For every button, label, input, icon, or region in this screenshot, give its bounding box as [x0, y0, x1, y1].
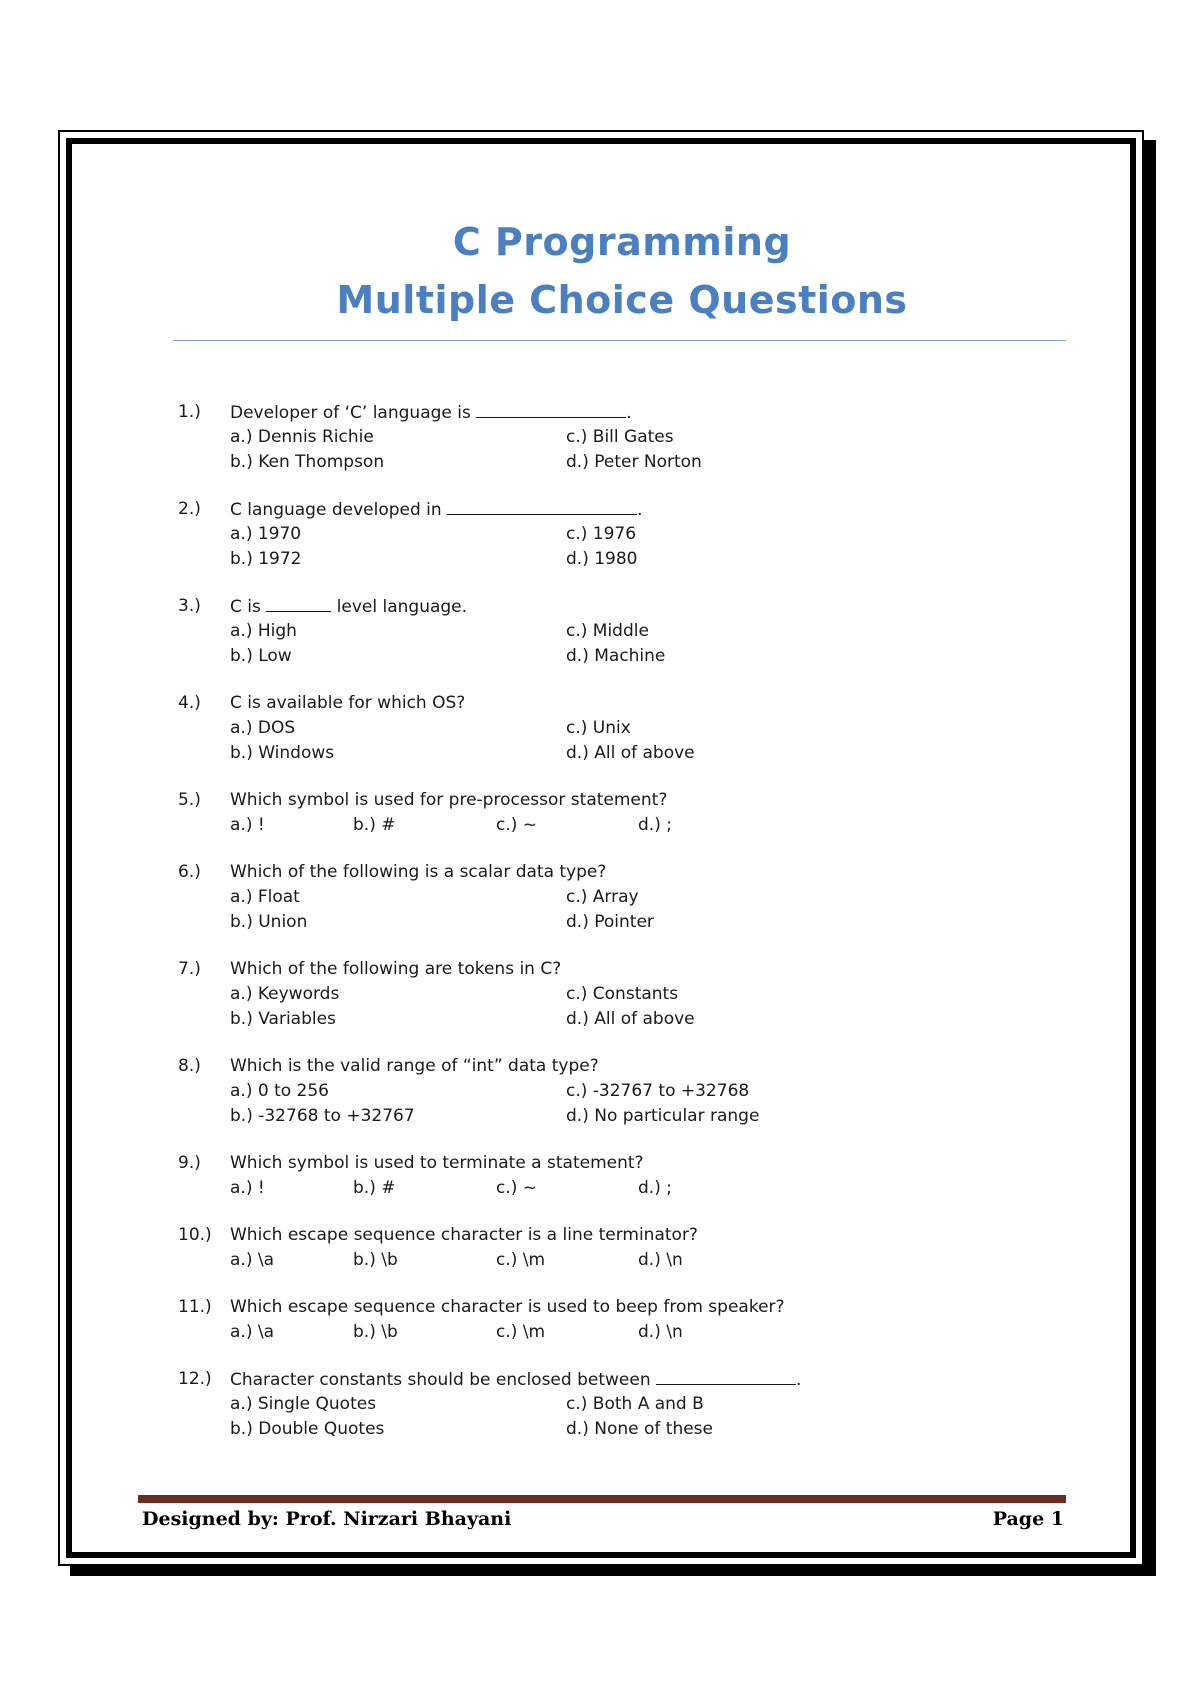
answer-option-a: a.) High	[230, 621, 297, 641]
question-item	[178, 1151, 1058, 1201]
question-prompt-end: level language.	[331, 597, 468, 617]
title-divider	[173, 340, 1066, 341]
answer-option: b.) #	[353, 815, 396, 835]
question-prompt: Which escape sequence character is a line terminator?	[230, 1225, 698, 1245]
question-text	[230, 860, 606, 885]
question-number: 8.)	[178, 1056, 201, 1076]
answer-option-a: a.) Float	[230, 887, 300, 907]
answer-option-a: a.) DOS	[230, 718, 296, 738]
question-item	[178, 1295, 1058, 1345]
question-number: 4.)	[178, 693, 201, 713]
answer-option: d.) ;	[638, 1178, 672, 1198]
question-text	[230, 400, 632, 426]
question-number: 11.)	[178, 1297, 212, 1317]
question-prompt: C language developed in	[230, 500, 448, 520]
answer-option: a.) !	[230, 1178, 265, 1198]
question-prompt-end: .	[637, 500, 643, 520]
question-text	[230, 1295, 785, 1320]
answer-blank	[656, 1367, 796, 1385]
answer-option-b: b.) Variables	[230, 1009, 336, 1029]
answer-option: b.) \b	[353, 1322, 398, 1342]
answer-blank	[266, 594, 331, 612]
answer-option-b: b.) 1972	[230, 549, 302, 569]
question-item	[178, 957, 1058, 1032]
answer-option-d: d.) Peter Norton	[566, 452, 702, 472]
answer-option: a.) \a	[230, 1250, 275, 1270]
answer-option-b: b.) Double Quotes	[230, 1419, 385, 1439]
question-list	[178, 400, 1058, 1464]
question-number: 2.)	[178, 499, 201, 519]
document-subtitle: Multiple Choice Questions	[336, 278, 908, 322]
question-prompt: C is available for which OS?	[230, 693, 466, 713]
answer-option-b: b.) -32768 to +32767	[230, 1106, 415, 1126]
answer-option: d.) \n	[638, 1250, 683, 1270]
answer-option-d: d.) All of above	[566, 743, 695, 763]
answer-option-a: a.) Keywords	[230, 984, 340, 1004]
question-item	[178, 691, 1058, 766]
footer-divider	[138, 1495, 1066, 1503]
answer-option-c: c.) Both A and B	[566, 1394, 704, 1414]
question-text	[230, 1223, 698, 1248]
footer-designer: Designed by: Prof. Nirzari Bhayani	[142, 1508, 512, 1530]
question-prompt: Which of the following are tokens in C?	[230, 959, 562, 979]
question-number: 6.)	[178, 862, 201, 882]
answer-option-c: c.) Middle	[566, 621, 649, 641]
question-item	[178, 594, 1058, 669]
answer-option: d.) \n	[638, 1322, 683, 1342]
answer-option: c.) ~	[496, 815, 538, 835]
answer-option-b: b.) Low	[230, 646, 292, 666]
question-text	[230, 497, 642, 523]
answer-option-a: a.) 1970	[230, 524, 302, 544]
question-number: 3.)	[178, 596, 201, 616]
answer-option: c.) \m	[496, 1322, 546, 1342]
answer-option-a: a.) Dennis Richie	[230, 427, 374, 447]
answer-option: d.) ;	[638, 815, 672, 835]
question-text	[230, 691, 465, 716]
answer-option: b.) \b	[353, 1250, 398, 1270]
answer-option: c.) ~	[496, 1178, 538, 1198]
question-prompt-end: .	[626, 403, 632, 423]
question-text	[230, 1054, 599, 1079]
question-number: 12.)	[178, 1369, 212, 1389]
answer-option-b: b.) Windows	[230, 743, 335, 763]
answer-option-b: b.) Union	[230, 912, 308, 932]
answer-option-b: b.) Ken Thompson	[230, 452, 385, 472]
question-item	[178, 1054, 1058, 1129]
question-item	[178, 400, 1058, 475]
question-number: 10.)	[178, 1225, 212, 1245]
answer-option-c: c.) Unix	[566, 718, 631, 738]
question-prompt: C is	[230, 597, 267, 617]
answer-blank	[476, 400, 626, 418]
answer-option: b.) #	[353, 1178, 396, 1198]
answer-option-c: c.) Array	[566, 887, 639, 907]
question-number: 9.)	[178, 1153, 201, 1173]
question-text	[230, 1367, 801, 1393]
answer-option-a: a.) Single Quotes	[230, 1394, 377, 1414]
answer-option-d: d.) 1980	[566, 549, 638, 569]
answer-option-c: c.) -32767 to +32768	[566, 1081, 750, 1101]
question-prompt: Character constants should be enclosed between	[230, 1370, 657, 1390]
answer-option-d: d.) None of these	[566, 1419, 713, 1439]
question-prompt: Which is the valid range of “int” data type?	[230, 1056, 599, 1076]
question-text	[230, 1151, 644, 1176]
question-prompt: Which of the following is a scalar data type?	[230, 862, 607, 882]
answer-option: a.) !	[230, 815, 265, 835]
question-prompt-end: .	[796, 1370, 802, 1390]
document-title: C Programming	[452, 220, 792, 264]
answer-option-d: d.) All of above	[566, 1009, 695, 1029]
answer-option-d: d.) Machine	[566, 646, 666, 666]
answer-option-c: c.) Constants	[566, 984, 679, 1004]
answer-option-c: c.) Bill Gates	[566, 427, 674, 447]
question-item	[178, 788, 1058, 838]
question-number: 5.)	[178, 790, 201, 810]
question-prompt: Which symbol is used to terminate a statement?	[230, 1153, 644, 1173]
question-item	[178, 497, 1058, 572]
answer-option-c: c.) 1976	[566, 524, 637, 544]
answer-option-a: a.) 0 to 256	[230, 1081, 329, 1101]
question-text	[230, 594, 467, 620]
question-number: 1.)	[178, 402, 201, 422]
question-item	[178, 1367, 1058, 1442]
question-item	[178, 1223, 1058, 1273]
footer-page-number: Page 1	[992, 1508, 1064, 1530]
question-text	[230, 957, 561, 982]
question-prompt: Which symbol is used for pre-processor statement?	[230, 790, 668, 810]
question-number: 7.)	[178, 959, 201, 979]
answer-option-d: d.) No particular range	[566, 1106, 760, 1126]
question-item	[178, 860, 1058, 935]
answer-option-d: d.) Pointer	[566, 912, 654, 932]
question-prompt: Developer of ‘C’ language is	[230, 403, 477, 423]
answer-blank	[447, 497, 637, 515]
answer-option: a.) \a	[230, 1322, 275, 1342]
question-text	[230, 788, 667, 813]
answer-option: c.) \m	[496, 1250, 546, 1270]
question-prompt: Which escape sequence character is used to beep from speaker?	[230, 1297, 785, 1317]
